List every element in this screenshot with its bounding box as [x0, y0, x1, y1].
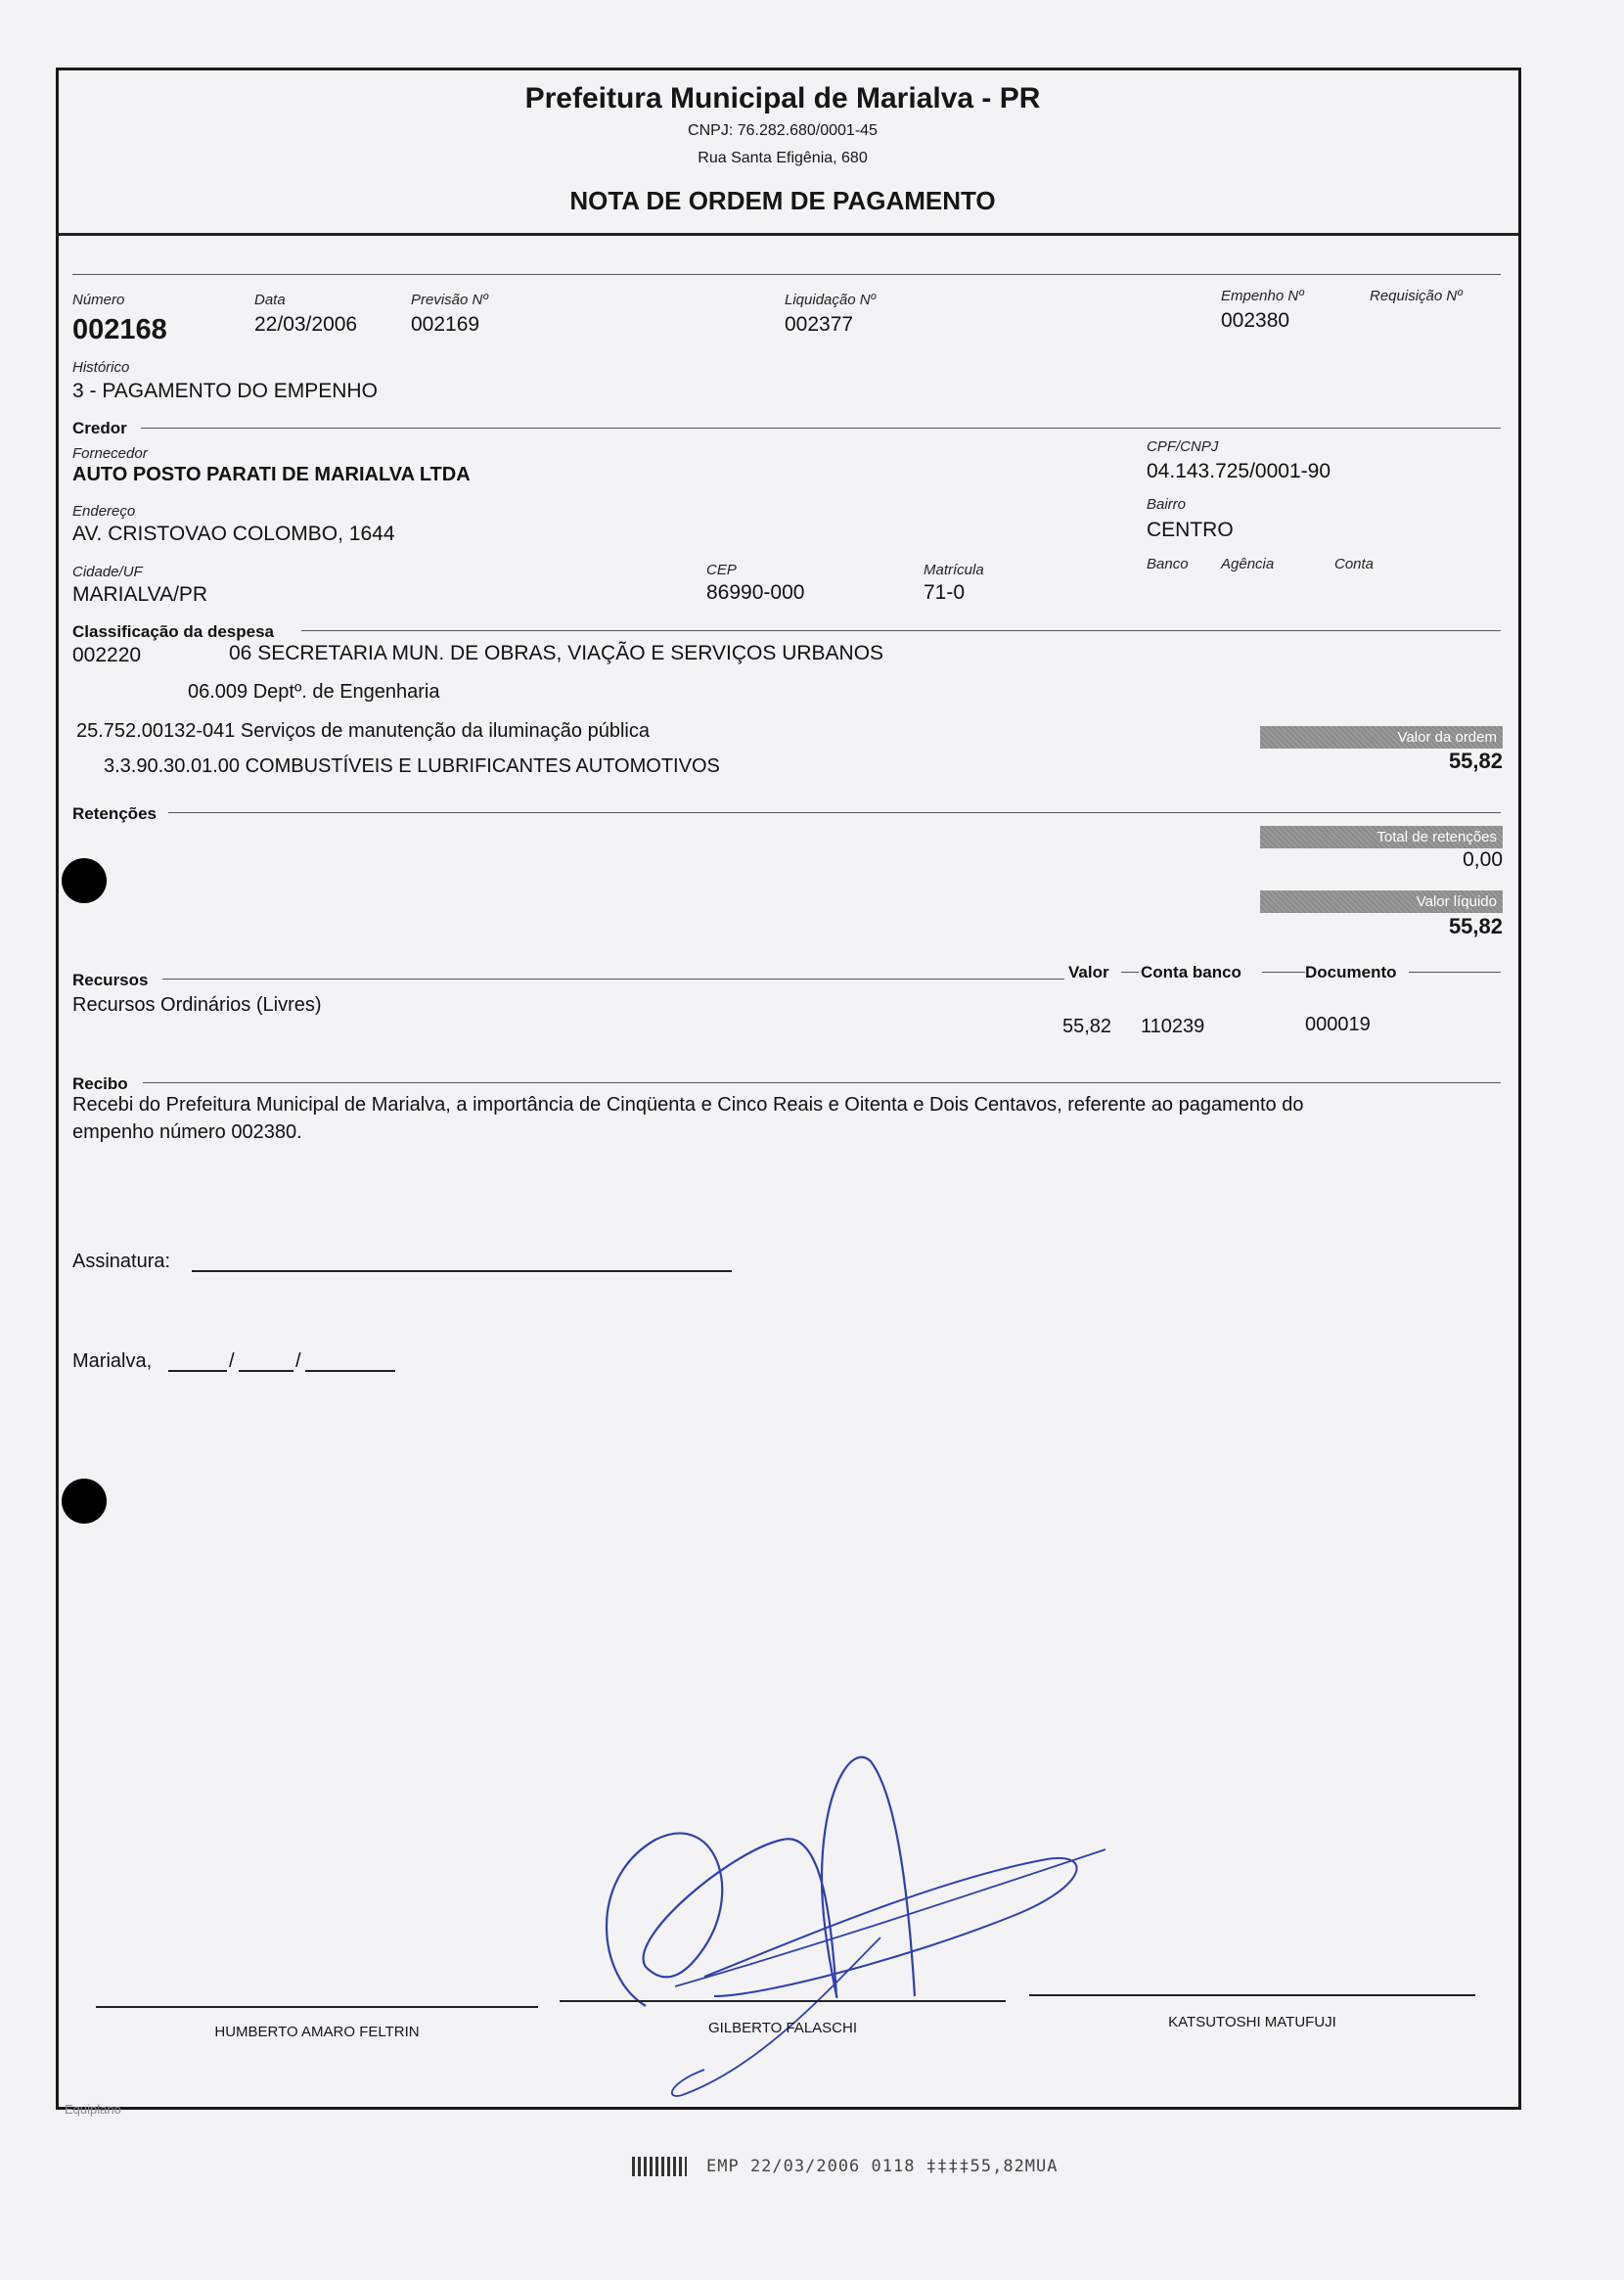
credor-divider: [141, 428, 1501, 429]
recibo-line1: Recebi do Prefeitura Municipal de Marialva, a importância de Cinqüenta e Cinco Reais e Oitenta e Dois Centavos, referente ao pagamento do: [72, 1094, 1304, 1116]
retencoes-section-label: Retenções: [72, 804, 157, 823]
cidade-value: MARIALVA/PR: [72, 583, 208, 606]
classificacao-line3: 25.752.00132-041 Serviços de manutenção da iluminação pública: [76, 720, 650, 742]
municipality-title: Prefeitura Municipal de Marialva - PR: [524, 82, 1041, 114]
classificacao-line4: 3.3.90.30.01.00 COMBUSTÍVEIS E LUBRIFICANTES AUTOMOTIVOS: [104, 755, 720, 777]
signature-line-1: [96, 2006, 538, 2008]
recursos-section-label: Recursos: [72, 971, 149, 989]
historico-label: Histórico: [72, 359, 130, 376]
cpf-label: CPF/CNPJ: [1147, 438, 1219, 455]
bairro-label: Bairro: [1147, 496, 1187, 513]
banco-label: Banco: [1147, 556, 1189, 572]
assinatura-line[interactable]: [192, 1270, 732, 1272]
header-divider: [59, 233, 1518, 236]
previsao-value: 002169: [411, 313, 480, 336]
classificacao-line1: 06 SECRETARIA MUN. DE OBRAS, VIAÇÃO E SERVIÇOS URBANOS: [229, 642, 884, 664]
header-divider-2: [72, 274, 1501, 275]
cpf-value: 04.143.725/0001-90: [1147, 460, 1331, 482]
binder-hole-top: [62, 858, 107, 903]
date-sep-2: /: [295, 1350, 301, 1372]
binder-hole-bottom: [62, 1479, 107, 1524]
address-line: Rua Santa Efigênia, 680: [698, 150, 868, 166]
conta-label: Conta: [1334, 556, 1375, 572]
valor-ordem-value: 55,82: [1448, 749, 1503, 773]
recursos-valor-label: Valor: [1068, 963, 1109, 981]
matricula-label: Matrícula: [924, 562, 984, 578]
requisicao-label: Requisição Nº: [1370, 288, 1463, 304]
numero-label: Número: [72, 292, 125, 308]
agencia-label: Agência: [1221, 556, 1275, 572]
numero-value: 002168: [72, 314, 167, 345]
empenho-label: Empenho Nº: [1221, 288, 1304, 304]
signature-line-3: [1029, 1994, 1475, 1996]
valor-ordem-label: Valor da ordem: [1260, 726, 1503, 749]
recursos-valor: 55,82: [1062, 1016, 1112, 1037]
recursos-documento: 000019: [1305, 1014, 1371, 1035]
retencoes-divider: [168, 812, 1501, 813]
credor-section-label: Credor: [72, 419, 127, 437]
data-value: 22/03/2006: [254, 313, 358, 336]
document-title: NOTA DE ORDEM DE PAGAMENTO: [569, 186, 996, 215]
recibo-section-label: Recibo: [72, 1074, 128, 1093]
recibo-line2: empenho número 002380.: [72, 1121, 302, 1143]
matricula-value: 71-0: [924, 581, 966, 604]
date-month-line[interactable]: [239, 1370, 293, 1372]
recursos-divider: [162, 979, 1064, 980]
footer-stamp: EMP 22/03/2006 0118 ‡‡‡‡55,82MUA: [706, 2157, 1059, 2176]
recursos-item: Recursos Ordinários (Livres): [72, 994, 322, 1016]
cep-value: 86990-000: [706, 581, 805, 604]
classificacao-line2: 06.009 Deptº. de Engenharia: [188, 681, 440, 703]
historico-value: 3 - PAGAMENTO DO EMPENHO: [72, 380, 378, 402]
classificacao-code: 002220: [72, 644, 142, 666]
total-retencoes-label: Total de retenções: [1260, 826, 1503, 848]
endereco-value: AV. CRISTOVAO COLOMBO, 1644: [72, 523, 395, 545]
fornecedor-value: AUTO POSTO PARATI DE MARIALVA LTDA: [72, 464, 471, 485]
classificacao-divider: [301, 630, 1501, 631]
recursos-conta-dash: [1262, 972, 1305, 973]
recibo-divider: [143, 1082, 1501, 1083]
recursos-valor-dash: [1121, 972, 1139, 973]
handwritten-signature: [587, 1742, 1135, 2114]
date-day-line[interactable]: [168, 1370, 227, 1372]
signatory-2: GILBERTO FALASCHI: [708, 2020, 857, 2036]
previsao-label: Previsão Nº: [411, 292, 488, 308]
cidade-label: Cidade/UF: [72, 564, 143, 580]
empenho-value: 002380: [1221, 309, 1290, 332]
software-mark: Equiplano: [65, 2102, 121, 2117]
valor-liquido-value: 55,82: [1448, 914, 1503, 938]
data-label: Data: [254, 292, 286, 308]
signature-line-2: [560, 2000, 1006, 2002]
fornecedor-label: Fornecedor: [72, 445, 148, 462]
signatory-3: KATSUTOSHI MATUFUJI: [1168, 2014, 1336, 2030]
recursos-conta: 110239: [1141, 1016, 1205, 1037]
footer-logo-icon: [632, 2157, 687, 2176]
date-sep-1: /: [229, 1350, 235, 1372]
recursos-documento-label: Documento: [1305, 963, 1397, 981]
endereco-label: Endereço: [72, 503, 136, 520]
local-label: Marialva,: [72, 1350, 153, 1372]
classificacao-section-label: Classificação da despesa: [72, 622, 275, 641]
recursos-doc-dash: [1409, 972, 1501, 973]
cnpj-line: CNPJ: 76.282.680/0001-45: [688, 122, 878, 139]
valor-liquido-label: Valor líquido: [1260, 890, 1503, 913]
cep-label: CEP: [706, 562, 737, 578]
recursos-conta-label: Conta banco: [1141, 963, 1241, 981]
bairro-value: CENTRO: [1147, 519, 1234, 541]
date-year-line[interactable]: [305, 1370, 395, 1372]
assinatura-label: Assinatura:: [72, 1251, 171, 1272]
liquidacao-label: Liquidação Nº: [785, 292, 877, 308]
liquidacao-value: 002377: [785, 313, 854, 336]
signatory-1: HUMBERTO AMARO FELTRIN: [214, 2024, 420, 2040]
total-retencoes-value: 0,00: [1463, 848, 1503, 871]
